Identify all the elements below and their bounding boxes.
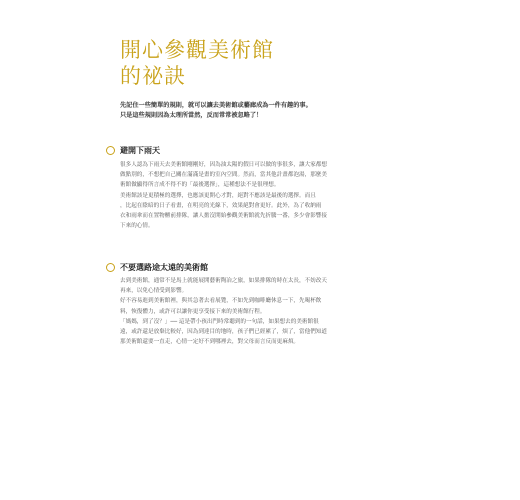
body-line: 好不容易進到美術館裡，與其急著去看展覽，不如先到咖啡廳休息一下，先喝杯飲 bbox=[120, 298, 322, 305]
body-line: 術館做顯得所言成不得不的「最後選擇」，這種想法不是很理想。 bbox=[120, 182, 280, 189]
section-heading-rain bbox=[106, 145, 426, 157]
body-line: 料，恢復體力，或許可以讓你更享受接下來的美術館行程。 bbox=[120, 308, 266, 315]
body-line: 下來的心情。 bbox=[120, 223, 154, 230]
body-line: 「媽媽，到了沒？」── 這是帶小孩出門時常聽到的一句話，如果想去的美術館很 bbox=[120, 318, 319, 325]
intro-paragraph bbox=[120, 101, 430, 121]
intro-line: 先記住一些簡單的規則，就可以讓去美術館或藝廊成為一件有趣的事。 bbox=[120, 102, 312, 109]
ring-bullet-icon bbox=[106, 146, 115, 155]
body-line: 做點別的，不想把自己關在滿滿是畫的室內空間。然而，當其他計畫都泡湯，那麼美 bbox=[120, 172, 327, 179]
body-line: 去到美術館，通常不是馬上就能展開藝術陶冶之旅，如果排隊的時在太長，不妨改天 bbox=[120, 278, 327, 284]
body-line: 很多人認為下雨天去美術館剛剛好，因為油太陽的假日可以做的事很多，讓大家都想 bbox=[120, 162, 327, 168]
section-title: 避開下雨天 bbox=[120, 146, 160, 155]
body-line: 遠，或許還是放棄比較好，因為到達目的地時，孩子們已經累了，煩了，當他們知道 bbox=[120, 329, 327, 336]
body-line: 衣和雨傘而在置物櫃前排隊，讓人擔沒開始參觀美術館就先折騰一番，多少會影響接 bbox=[120, 213, 327, 220]
body-line: 那美術館還要一直走，心情一定好不到哪裡去，對父母而言反而更麻煩。 bbox=[120, 339, 300, 346]
intro-line: 只是這些規則因為太理所當然，反而常常被忽略了！ bbox=[120, 112, 263, 119]
ring-bullet-icon bbox=[106, 263, 115, 272]
section-body-rain bbox=[120, 160, 425, 231]
body-line: ，比起在陰暗的日子看畫，在明亮的光線下，效果絕對會更好。此外，為了收納雨 bbox=[120, 202, 322, 209]
section-title: 不要選路途太遠的美術館 bbox=[120, 263, 208, 272]
body-line: 美術館該是更積極的選擇，也應該更開心才對，絕對不應該是最後的選擇。而且 bbox=[120, 192, 316, 199]
page-title-line-2: 的祕訣 bbox=[120, 64, 186, 88]
section-body-distance bbox=[120, 276, 425, 347]
section-heading-distance bbox=[106, 262, 426, 274]
body-line: 再來，以免心情受到影響。 bbox=[120, 288, 188, 295]
page-title-line-1: 開心參觀美術館 bbox=[120, 38, 274, 62]
